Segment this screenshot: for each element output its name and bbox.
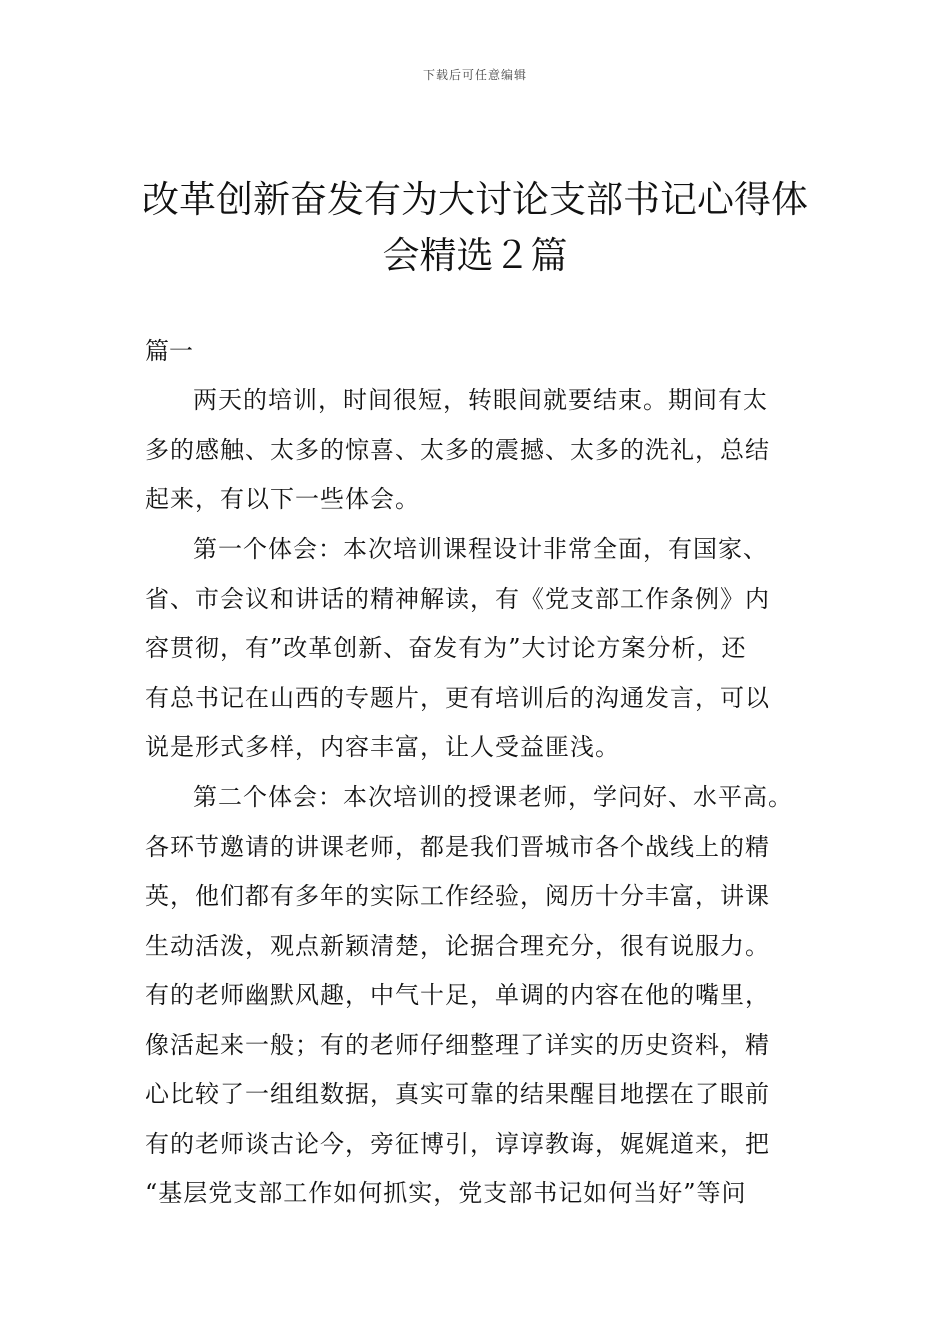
paragraph-line: 容贯彻，有”改革创新、奋发有为”大讨论方案分析，还 xyxy=(145,634,747,662)
paragraph-line: 有的老师幽默风趣，中气十足，单调的内容在他的嘴里， xyxy=(145,981,770,1009)
paragraph-line: 像活起来一般；有的老师仔细整理了详实的历史资料，精 xyxy=(145,1031,770,1059)
paragraph-line: 起来，有以下一些体会。 xyxy=(145,485,420,513)
paragraph-line: 有的老师谈古论今，旁征博引，谆谆教诲，娓娓道来，把 xyxy=(145,1130,770,1158)
paragraph-line: 各环节邀请的讲课老师，都是我们晋城市各个战线上的精 xyxy=(145,833,770,861)
paragraph-line: 两天的培训，时间很短，转眼间就要结束。期间有太 xyxy=(193,386,768,414)
title-line-2: 会精选２篇 xyxy=(382,234,568,277)
paragraph-line: 省、市会议和讲话的精神解读，有《党支部工作条例》内 xyxy=(145,585,770,613)
document-title xyxy=(100,172,850,284)
title-line-1: 改革创新奋发有为大讨论支部书记心得体 xyxy=(142,178,808,221)
paragraph-line: 说是形式多样，内容丰富，让人受益匪浅。 xyxy=(145,733,620,761)
paragraph-line: 有总书记在山西的专题片，更有培训后的沟通发言，可以 xyxy=(145,684,770,712)
header-note: 下载后可任意编辑 xyxy=(422,68,527,82)
section-label: 篇一 xyxy=(145,337,193,365)
paragraph-line: 第二个体会：本次培训的授课老师，学问好、水平高。 xyxy=(193,783,793,811)
paragraph-line: 英，他们都有多年的实际工作经验，阅历十分丰富，讲课 xyxy=(145,882,770,910)
paragraph-line: 生动活泼，观点新颖清楚，论据合理充分，很有说服力。 xyxy=(145,932,770,960)
paragraph-line: “基层党支部工作如何抓实，党支部书记如何当好”等问 xyxy=(145,1179,747,1207)
paragraph-line: 第一个体会：本次培训课程设计非常全面，有国家、 xyxy=(193,535,768,563)
paragraph-line: 多的感触、太多的惊喜、太多的震撼、太多的洗礼，总结 xyxy=(145,436,770,464)
paragraph-line: 心比较了一组组数据，真实可靠的结果醒目地摆在了眼前 xyxy=(145,1080,770,1108)
